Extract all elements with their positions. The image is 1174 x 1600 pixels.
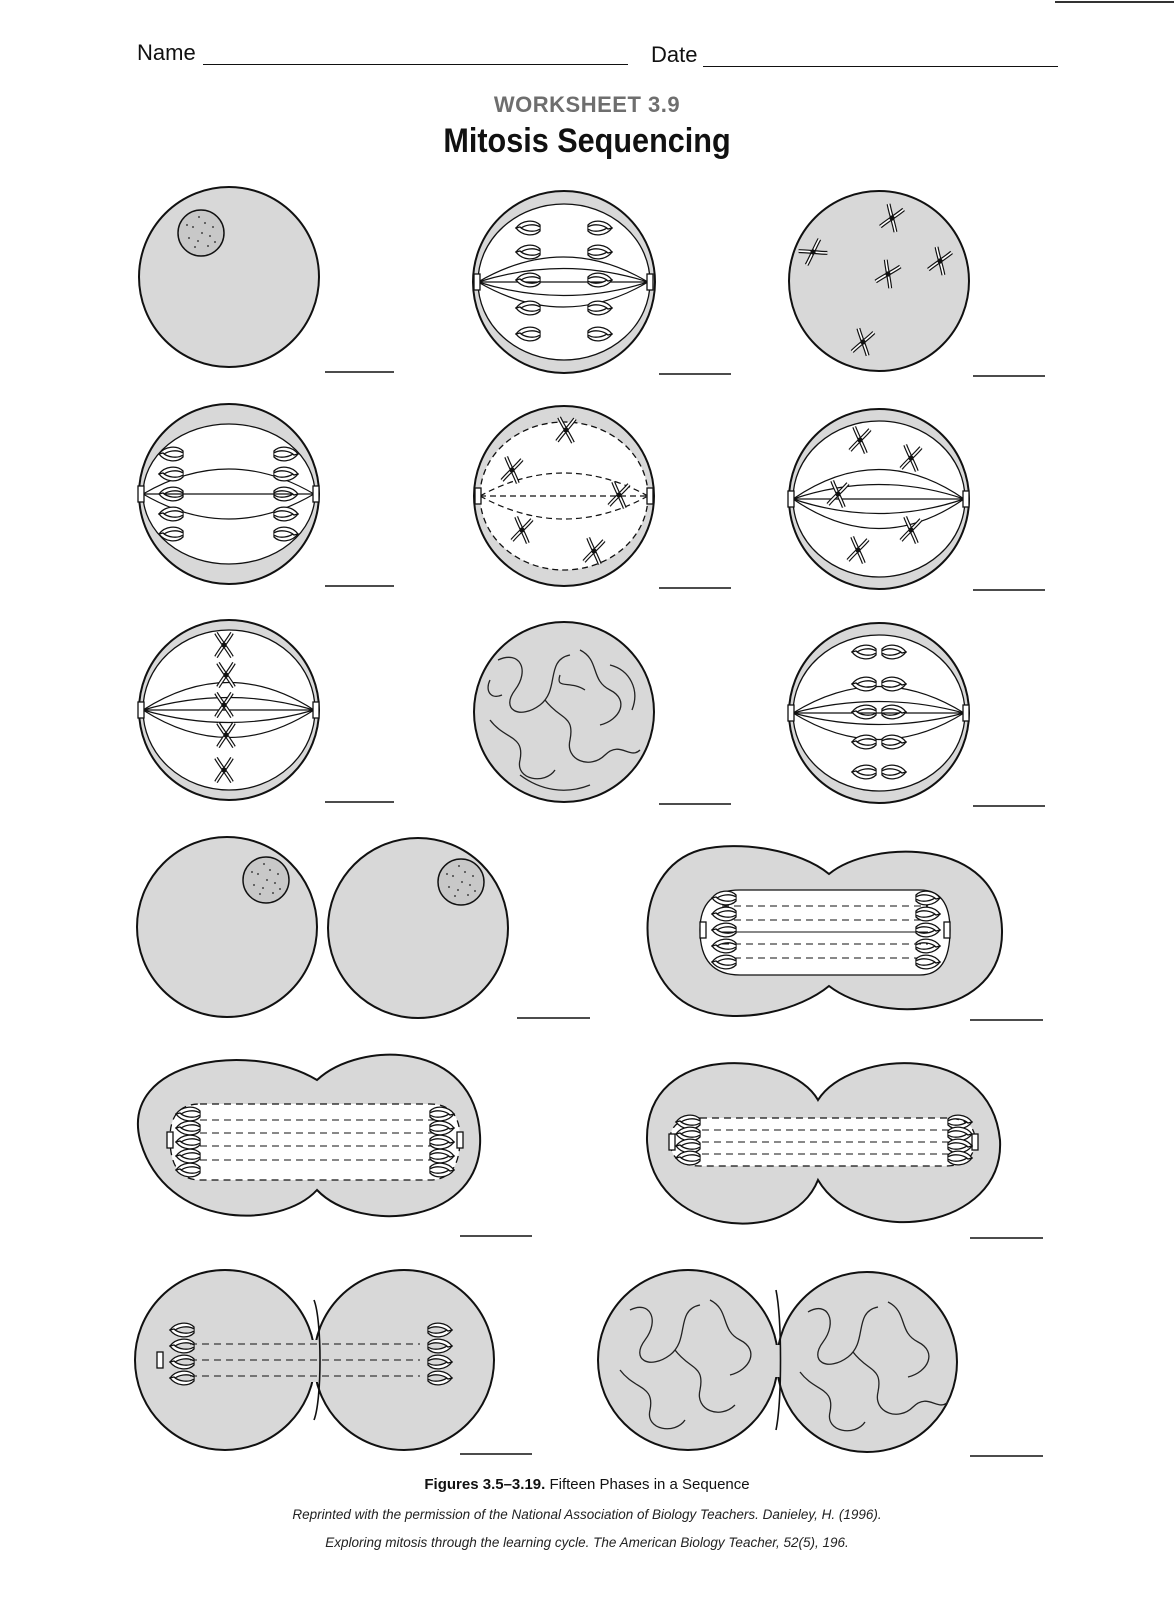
figure-daughter-cells-chromatin xyxy=(598,1270,957,1452)
name-label: Name xyxy=(137,40,196,65)
figure-caption-text: Fifteen Phases in a Sequence xyxy=(549,1476,750,1493)
figure-caption xyxy=(0,1476,1174,1493)
figure-anaphase-cell xyxy=(473,191,655,373)
figure-chromatin-cell xyxy=(474,622,654,802)
worksheet-title: Mitosis Sequencing xyxy=(443,122,731,160)
figure-late-prometaphase-cell xyxy=(788,409,969,589)
figure-interphase-cell xyxy=(139,187,319,367)
figure-prometaphase-cell xyxy=(474,406,654,586)
figure-metaphase-cell xyxy=(138,620,319,800)
figure-prophase-cell xyxy=(789,191,969,371)
figure-cytokinesis-cell xyxy=(135,1270,494,1450)
credit-line-2: Exploring mitosis through the learning cycle. The American Biology Teacher, 52(5), 196. xyxy=(325,1535,849,1550)
figure-early-anaphase-cell xyxy=(788,623,969,803)
figure-early-telophase-cell xyxy=(648,846,1003,1016)
figure-reference: Figures 3.5–3.19. xyxy=(424,1476,546,1493)
date-label: Date xyxy=(651,42,698,67)
credit-line-1: Reprinted with the permission of the National Association of Biology Teachers. Danieley, H. (1996). xyxy=(292,1507,882,1522)
figure-daughter-cells xyxy=(137,837,508,1018)
figure-telophase-cell xyxy=(138,1055,480,1216)
worksheet-number: WORKSHEET 3.9 xyxy=(493,92,681,117)
figure-late-anaphase-cell xyxy=(138,404,319,584)
figure-late-telophase-cell xyxy=(647,1063,1000,1223)
